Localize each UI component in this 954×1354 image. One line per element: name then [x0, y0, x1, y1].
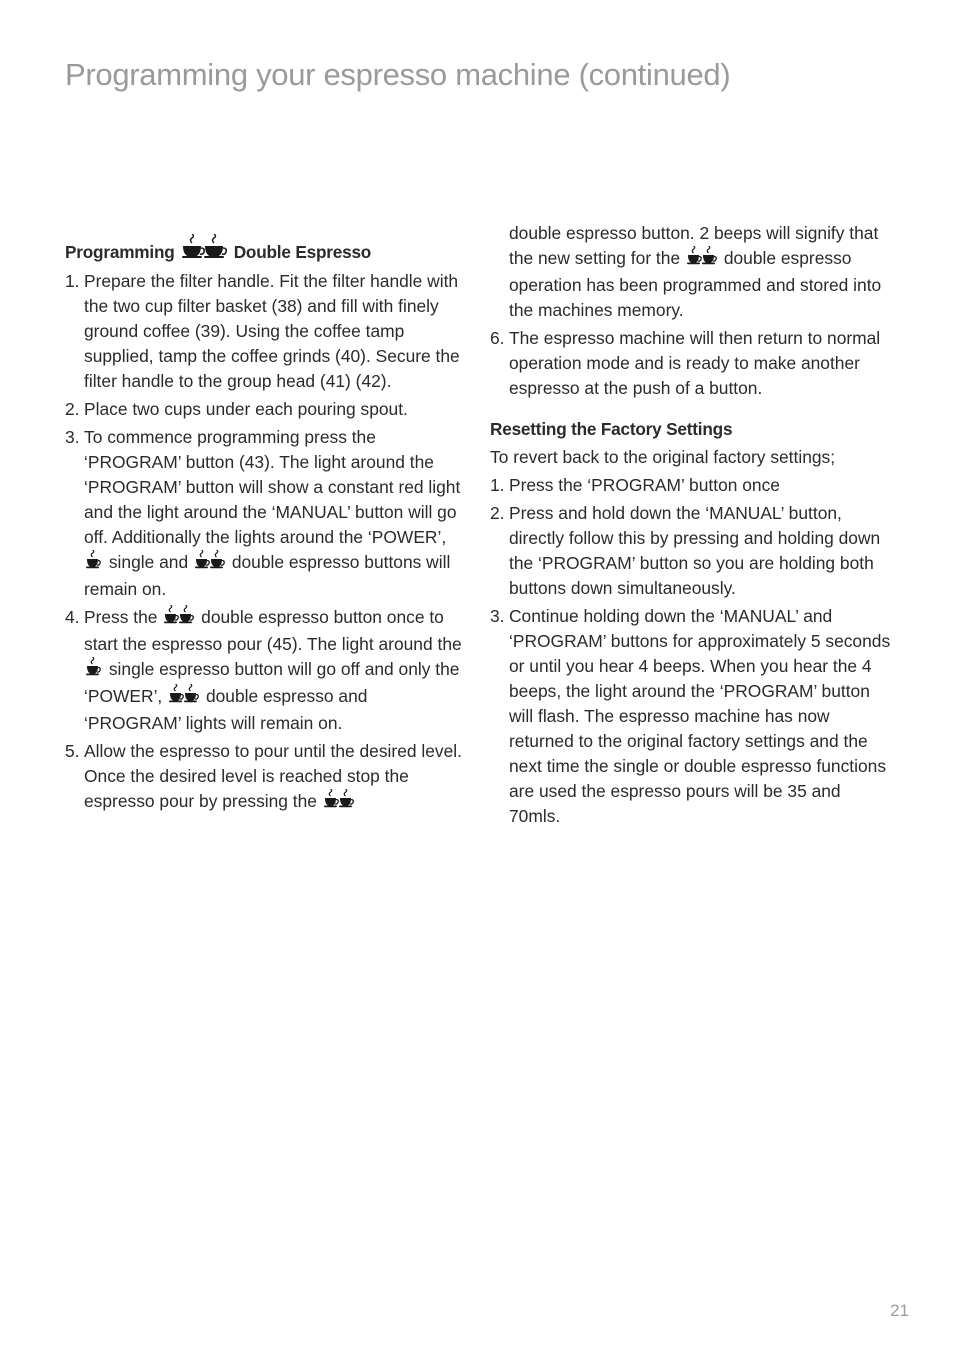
list-item: 6. The espresso machine will then return to normal operation mode and is ready to make another espresso at the push of a button. [490, 328, 881, 398]
single-espresso-icon [86, 657, 102, 684]
step-5-continuation: double espresso button. 2 beeps will signify that the new setting for the double espresso operation has been programmed and stored into the machines memory. [509, 223, 882, 320]
left-column [65, 234, 465, 819]
double-espresso-icon [181, 234, 227, 267]
double-espresso-icon [195, 550, 225, 577]
programming-steps [65, 269, 465, 816]
page-title: Programming your espresso machine (continued) [65, 57, 731, 92]
page-number: 21 [890, 1301, 909, 1320]
list-item: 2. Press and hold down the ‘MANUAL’ button, directly follow this by pressing and holding down the ‘PROGRAM’ button so you are holding both buttons down simultaneously. [490, 503, 881, 598]
list-item: 3. To commence programming press the ‘PROGRAM’ button (43). The light around the ‘PROGRAM’ button will show a constant red light and the light around the ‘MANUAL’ button will go off. Additionally the lights around the ‘POWER’, single and double espresso buttons will remain on. [65, 427, 461, 599]
list-item: 1. Prepare the filter handle. Fit the filter handle with the two cup filter basket (38) and fill with finely ground coffee (39). Using the coffee tamp supplied, tamp the coffee grinds (40). Secure the filter handle to the group head (41) (42). [65, 271, 460, 391]
double-espresso-icon [164, 605, 194, 632]
list-item: 5. Allow the espresso to pour until the desired level. Once the desired level is reached stop the espresso pour by pressing the [65, 739, 465, 816]
programming-steps-continued [490, 326, 895, 401]
reset-steps [490, 473, 895, 829]
list-item: 1. Press the ‘PROGRAM’ button once [490, 475, 780, 495]
reset-intro: To revert back to the original factory settings; [490, 447, 836, 467]
right-column [490, 221, 895, 832]
list-item: 2. Place two cups under each pouring spout. [65, 399, 408, 419]
heading-text: Programming [65, 242, 175, 262]
heading-text: Double Espresso [233, 242, 372, 262]
list-item: 3. Continue holding down the ‘MANUAL’ and ‘PROGRAM’ buttons for approximately 5 seconds or until you hear 4 beeps. When you hear the 4 beeps, the light around the ‘PROGRAM’ button will flash. The espresso machine has now returned to the original factory settings and the next time the single or double espresso functions are used the espresso pours will be 35 and 70mls. [490, 606, 891, 826]
section-heading-reset: Resetting the Factory Settings [490, 419, 733, 439]
list-item: 4. Press the double espresso button once to start the espresso pour (45). The light around the single espresso button will go off and only the ‘POWER’, double espresso and ‘PROGRAM’ lights will remain on. [65, 607, 462, 733]
single-espresso-icon [86, 550, 102, 577]
section-heading-double-espresso [65, 234, 465, 267]
double-espresso-icon [169, 684, 199, 711]
double-espresso-icon [324, 789, 354, 816]
double-espresso-icon [687, 246, 717, 273]
